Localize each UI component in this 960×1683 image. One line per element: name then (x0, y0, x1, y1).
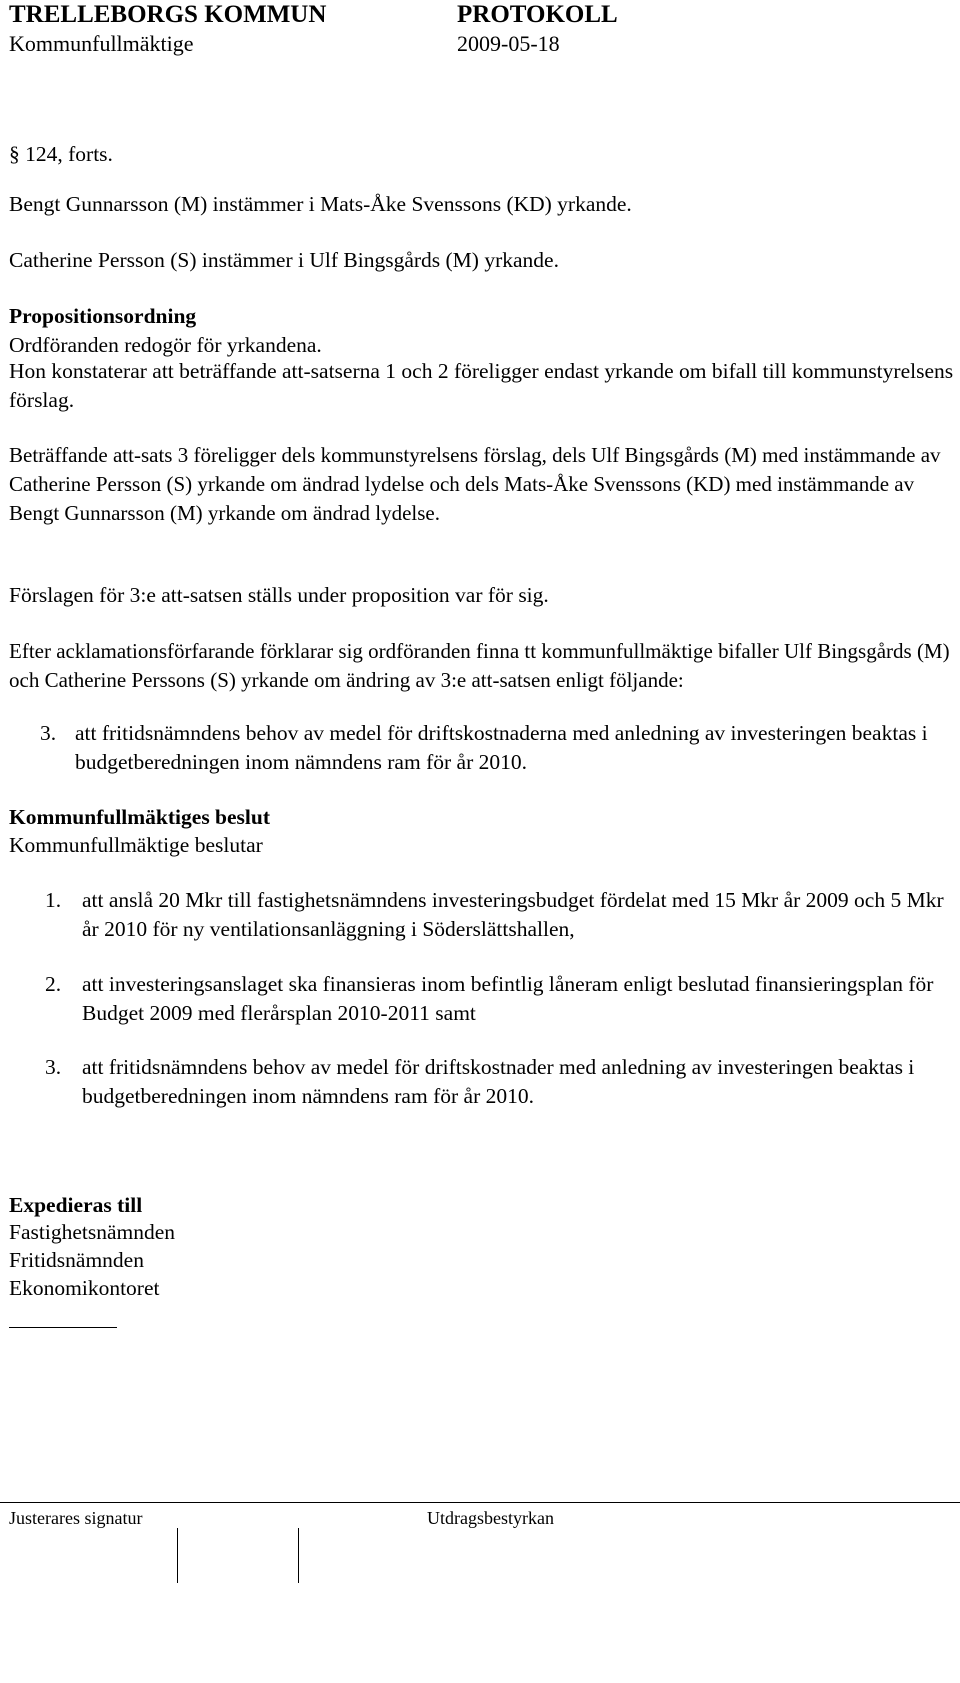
item-number: 3. (40, 721, 57, 745)
item-text: att fritidsnämndens behov av medel för driftskostnader med anledning av investeringen beaktas i budgetberedningen inom nämndens ram för år 2010. (82, 1055, 915, 1108)
paragraph: Hon konstaterar att beträffande att-satserna 1 och 2 föreligger endast yrkande om bifall till kommunstyrelsens förslag. (9, 359, 954, 412)
paragraph: Beträffande att-sats 3 föreligger dels kommunstyrelsens förslag, dels Ulf Bingsgårds (M) med instämmande av Catherine Persson (S) yrkande om ändrad lydelse och dels Mats-Åke Svenssons (KD) med instämmande av Bengt Gunnarsson (M) yrkande om ändrad lydelse. (9, 443, 941, 525)
paragraph: Catherine Persson (S) instämmer i Ulf Bingsgårds (M) yrkande. (9, 248, 559, 272)
paragraph: Förslagen för 3:e att-satsen ställs under proposition var för sig. (9, 583, 549, 607)
paragraph: Efter acklamationsförfarande förklarar sig ordföranden finna tt kommunfullmäktige bifaller Ulf Bingsgårds (M) och Catherine Perssons (S) yrkande om ändring av 3:e att-satsen enligt följande: (9, 639, 950, 692)
section-heading: Propositionsordning (9, 304, 197, 328)
item-number: 1. (45, 888, 62, 912)
divider (9, 1327, 117, 1328)
recipient: Fritidsnämnden (9, 1248, 144, 1272)
distribution-heading: Expedieras till (9, 1193, 143, 1217)
doc-type: PROTOKOLL (457, 1, 618, 28)
item-number: 3. (45, 1055, 62, 1079)
committee-name: Kommunfullmäktige (9, 31, 194, 56)
recipient: Fastighetsnämnden (9, 1220, 176, 1244)
item-text: att fritidsnämndens behov av medel för driftskostnaderna med anledning av investeringen beaktas i budgetberedningen inom nämndens ram för år 2010. (75, 721, 928, 774)
signature-label: Justerares signatur (9, 1508, 143, 1528)
signature-box-divider (177, 1528, 178, 1583)
item-number: 2. (45, 972, 62, 996)
item-text: att anslå 20 Mkr till fastighetsnämndens investeringsbudget fördelat med 15 Mkr år 2009 och 5 Mkr år 2010 för ny ventilationsanläggning i Söderslättshallen, (82, 888, 944, 941)
section-symbol: § (9, 142, 20, 166)
org-name: TRELLEBORGS KOMMUN (9, 1, 327, 28)
paragraph: Bengt Gunnarsson (M) instämmer i Mats-Åke Svenssons (KD) yrkande. (9, 192, 632, 216)
decision-intro: Kommunfullmäktige beslutar (9, 833, 263, 857)
recipient: Ekonomikontoret (9, 1276, 160, 1300)
meeting-date: 2009-05-18 (457, 31, 560, 56)
paragraph: Ordföranden redogör för yrkandena. (9, 333, 322, 357)
extract-label: Utdragsbestyrkan (427, 1508, 554, 1528)
section-ref (9, 140, 113, 169)
item-text: att investeringsanslaget ska finansieras inom befintlig låneram enligt beslutad finansieringsplan för Budget 2009 med flerårsplan 2010-2011 samt (82, 972, 934, 1025)
signature-box-divider (298, 1528, 299, 1583)
decision-heading: Kommunfullmäktiges beslut (9, 805, 271, 829)
section-number: 124, forts. (25, 142, 113, 166)
footer-rule (0, 1502, 960, 1503)
